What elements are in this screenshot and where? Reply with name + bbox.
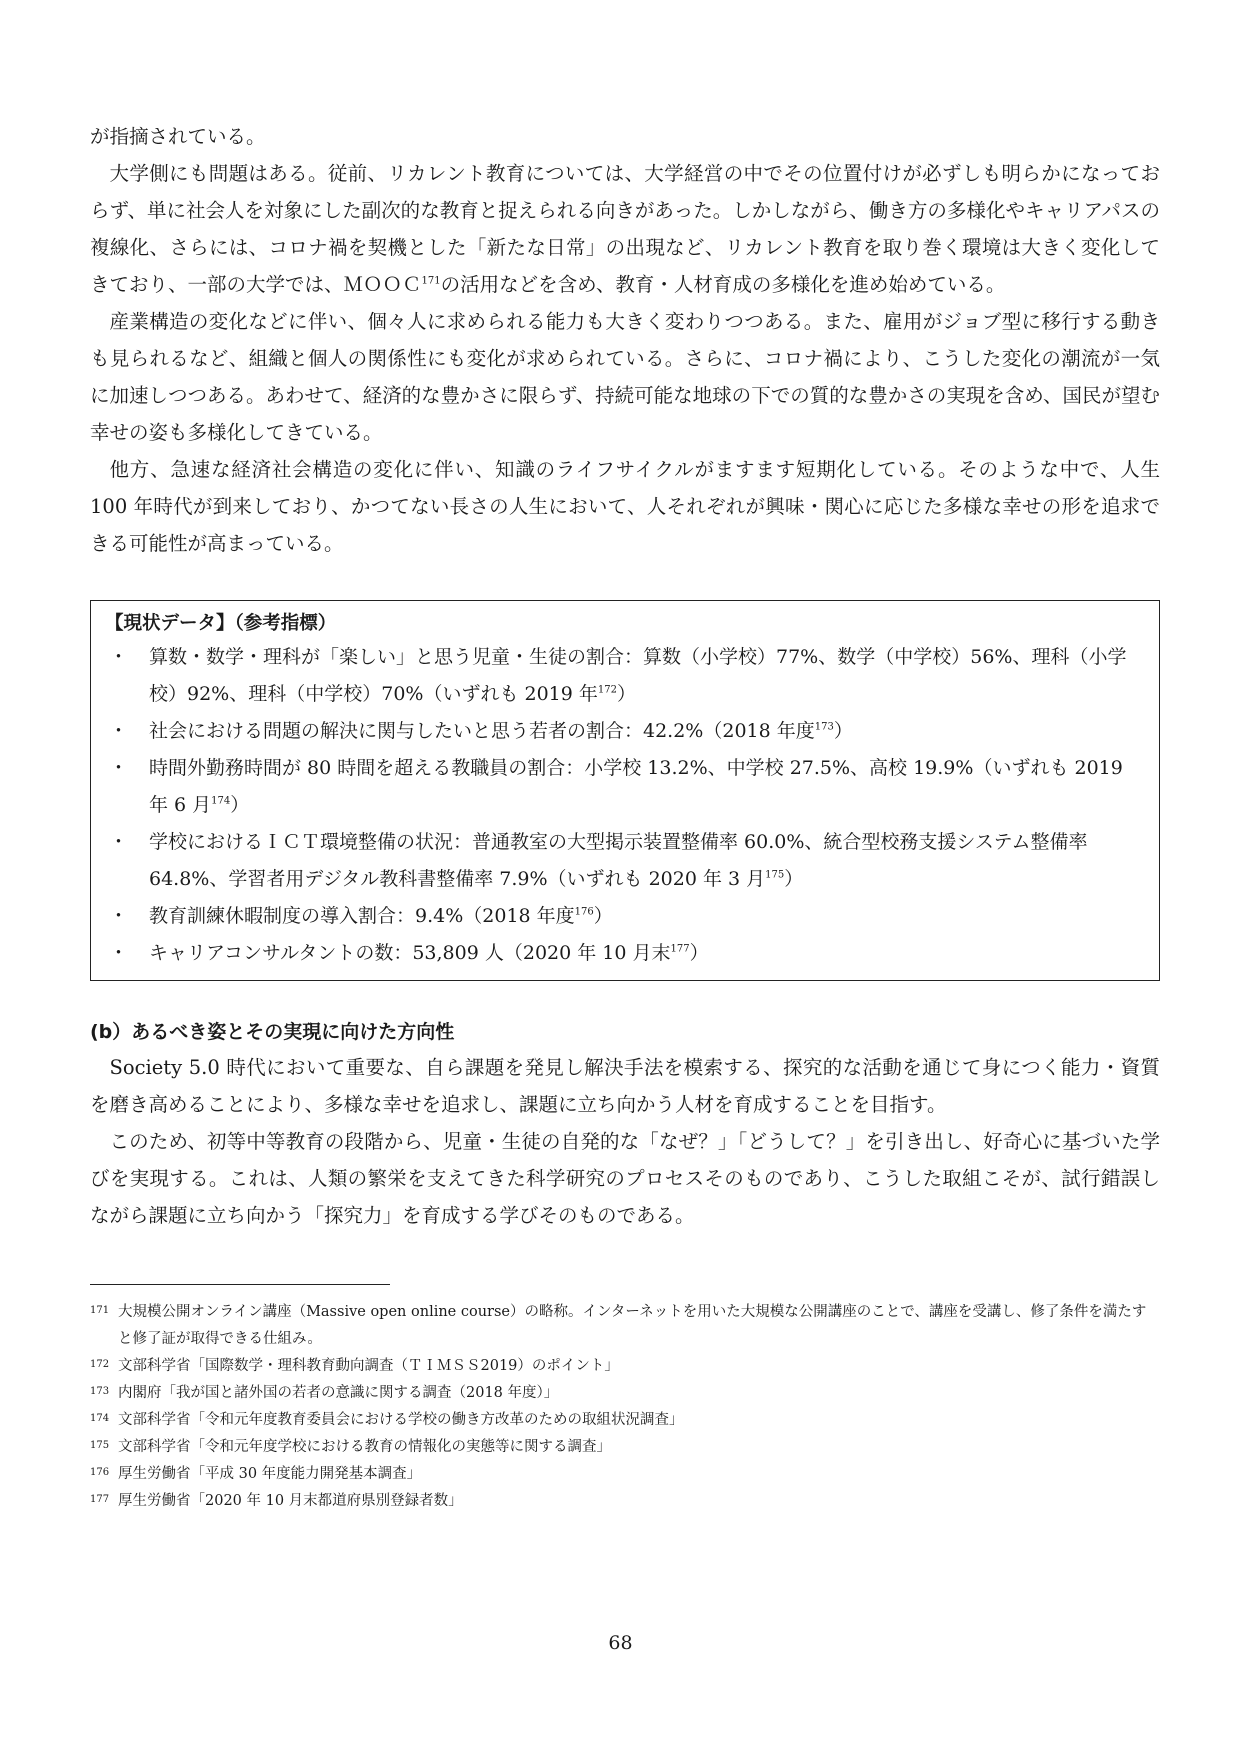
- current-data-box: [90, 600, 1160, 981]
- list-item: ・ キャリアコンサルタントの数：53,809 人（2020 年 10 月末$^{177}$）: [105, 935, 1145, 972]
- page-number: 68: [608, 1632, 633, 1654]
- footnote: 172 文部科学省「国際数学・理科教育動向調査（ＴＩＭＳＳ2019）のポイント」: [90, 1353, 1160, 1380]
- footnote-ref-172[interactable]: 172: [597, 684, 617, 696]
- paragraph-lifecycle: 他方、急速な経済社会構造の変化に伴い、知識のライフサイクルがますます短期化している。そのような中で、人生 100 年時代が到来しており、かつてない長さの人生において、人それぞれが興味・関心に応じた多様な幸せの形を追求できる可能性が高まっている。: [90, 458, 1160, 555]
- bullet-icon: ・: [109, 757, 129, 779]
- footnote-ref-175[interactable]: 175: [765, 869, 785, 881]
- paragraph-text: の活用などを含め、教育・人材育成の多様化を進め始めている。: [440, 273, 1006, 296]
- bullet-icon: ・: [109, 905, 129, 927]
- footnote: 174 文部科学省「令和元年度教育委員会における学校の働き方改革のための取組状況調査」: [90, 1407, 1160, 1434]
- indicator-list: [105, 639, 1145, 972]
- footnote-divider: [90, 1284, 390, 1285]
- footnote: 175 文部科学省「令和元年度学校における教育の情報化の実態等に関する調査」: [90, 1434, 1160, 1461]
- paragraph-text: 大学側にも問題はある。従前、リカレント教育については、大学経営の中でその位置付けが必ずしも明らかになっておらず、単に社会人を対象にした副次的な教育と捉えられる向きがあった。しかしながら、働き方の多様化やキャリアパスの複線化、さらには、コロナ禍を契機とした「新たな日常」の出現など、リカレント教育を取り巻く環境は大きく変化してきており、一部の大学では、ＭＯＯＣ: [90, 162, 1160, 296]
- footnote-number: 173: [90, 1386, 110, 1397]
- list-item: ・ 算数・数学・理科が「楽しい」と思う児童・生徒の割合：算数（小学校）77%、数学（中学校）56%、理科（小学校）92%、理科（中学校）70%（いずれも 2019 年$^{172}$）: [105, 639, 1145, 713]
- footnote: 171 大規模公開オンライン講座（Massive open online course）の略称。インターネットを用いた大規模な公開講座のことで、講座を受講し、修了条件を満たすと修了証が取得できる仕組み。: [90, 1299, 1160, 1353]
- footnote-ref-174[interactable]: 174: [211, 795, 231, 807]
- section-heading: (b）あるべき姿とその実現に向けた方向性: [90, 1021, 455, 1043]
- footnote-number: 171: [90, 1305, 110, 1316]
- footnote-ref-177[interactable]: 177: [670, 943, 690, 955]
- bullet-icon: ・: [109, 646, 129, 668]
- footnote: 177 厚生労働省「2020 年 10 月末都道府県別登録者数」: [90, 1488, 1160, 1515]
- footnote-number: 176: [90, 1467, 110, 1478]
- list-item: ・ 教育訓練休暇制度の導入割合：9.4%（2018 年度$^{176}$）: [105, 898, 1145, 935]
- box-title: 【現状データ】（参考指標）: [105, 613, 337, 634]
- bullet-icon: ・: [109, 831, 129, 853]
- list-item: ・ 学校におけるＩＣＴ環境整備の状況：普通教室の大型掲示装置整備率 60.0%、統合型校務支援システム整備率 64.8%、学習者用デジタル教科書整備率 7.9%（いずれも 2020 年 3 月$^{175}$）: [105, 824, 1145, 898]
- footnote: 173 内閣府「我が国と諸外国の若者の意識に関する調査（2018 年度）」: [90, 1380, 1160, 1407]
- footnote-ref-173[interactable]: 173: [814, 721, 834, 733]
- bullet-icon: ・: [109, 942, 129, 964]
- footnotes: [90, 1299, 1160, 1515]
- footnote-number: 175: [90, 1440, 110, 1451]
- footnote: 176 厚生労働省「平成 30 年度能力開発基本調査」: [90, 1461, 1160, 1488]
- footnote-number: 177: [90, 1494, 110, 1505]
- paragraph-university: [90, 155, 1160, 303]
- document-page: [90, 118, 1160, 1515]
- footnote-ref-176[interactable]: 176: [574, 906, 594, 918]
- footnote-number: 172: [90, 1359, 110, 1370]
- list-item: ・ 時間外勤務時間が 80 時間を超える教職員の割合：小学校 13.2%、中学校 27.5%、高校 19.9%（いずれも 2019 年 6 月$^{174}$）: [105, 750, 1145, 824]
- paragraph-society5: Society 5.0 時代において重要な、自ら課題を発見し解決手法を模索する、探究的な活動を通じて身につく能力・資質を磨き高めることにより、多様な幸せを追求し、課題に立ち向かう人材を育成することを目指す。: [90, 1056, 1160, 1116]
- paragraph-continuation: が指摘されている。: [90, 125, 266, 148]
- bullet-icon: ・: [109, 720, 129, 742]
- footnote-ref-171[interactable]: 171: [421, 275, 441, 287]
- paragraph-inquiry: このため、初等中等教育の段階から、児童・生徒の自発的な「なぜ？」「どうして？」を引き出し、好奇心に基づいた学びを実現する。これは、人類の繁栄を支えてきた科学研究のプロセスそのものであり、こうした取組こそが、試行錯誤しながら課題に立ち向かう「探究力」を育成する学びそのものである。: [90, 1130, 1160, 1227]
- list-item: ・ 社会における問題の解決に関与したいと思う若者の割合：42.2%（2018 年度$^{173}$）: [105, 713, 1145, 750]
- footnote-number: 174: [90, 1413, 110, 1424]
- paragraph-industry: 産業構造の変化などに伴い、個々人に求められる能力も大きく変わりつつある。また、雇用がジョブ型に移行する動きも見られるなど、組織と個人の関係性にも変化が求められている。さらに、コロナ禍により、こうした変化の潮流が一気に加速しつつある。あわせて、経済的な豊かさに限らず、持続可能な地球の下での質的な豊かさの実現を含め、国民が望む幸せの姿も多様化してきている。: [90, 310, 1160, 444]
